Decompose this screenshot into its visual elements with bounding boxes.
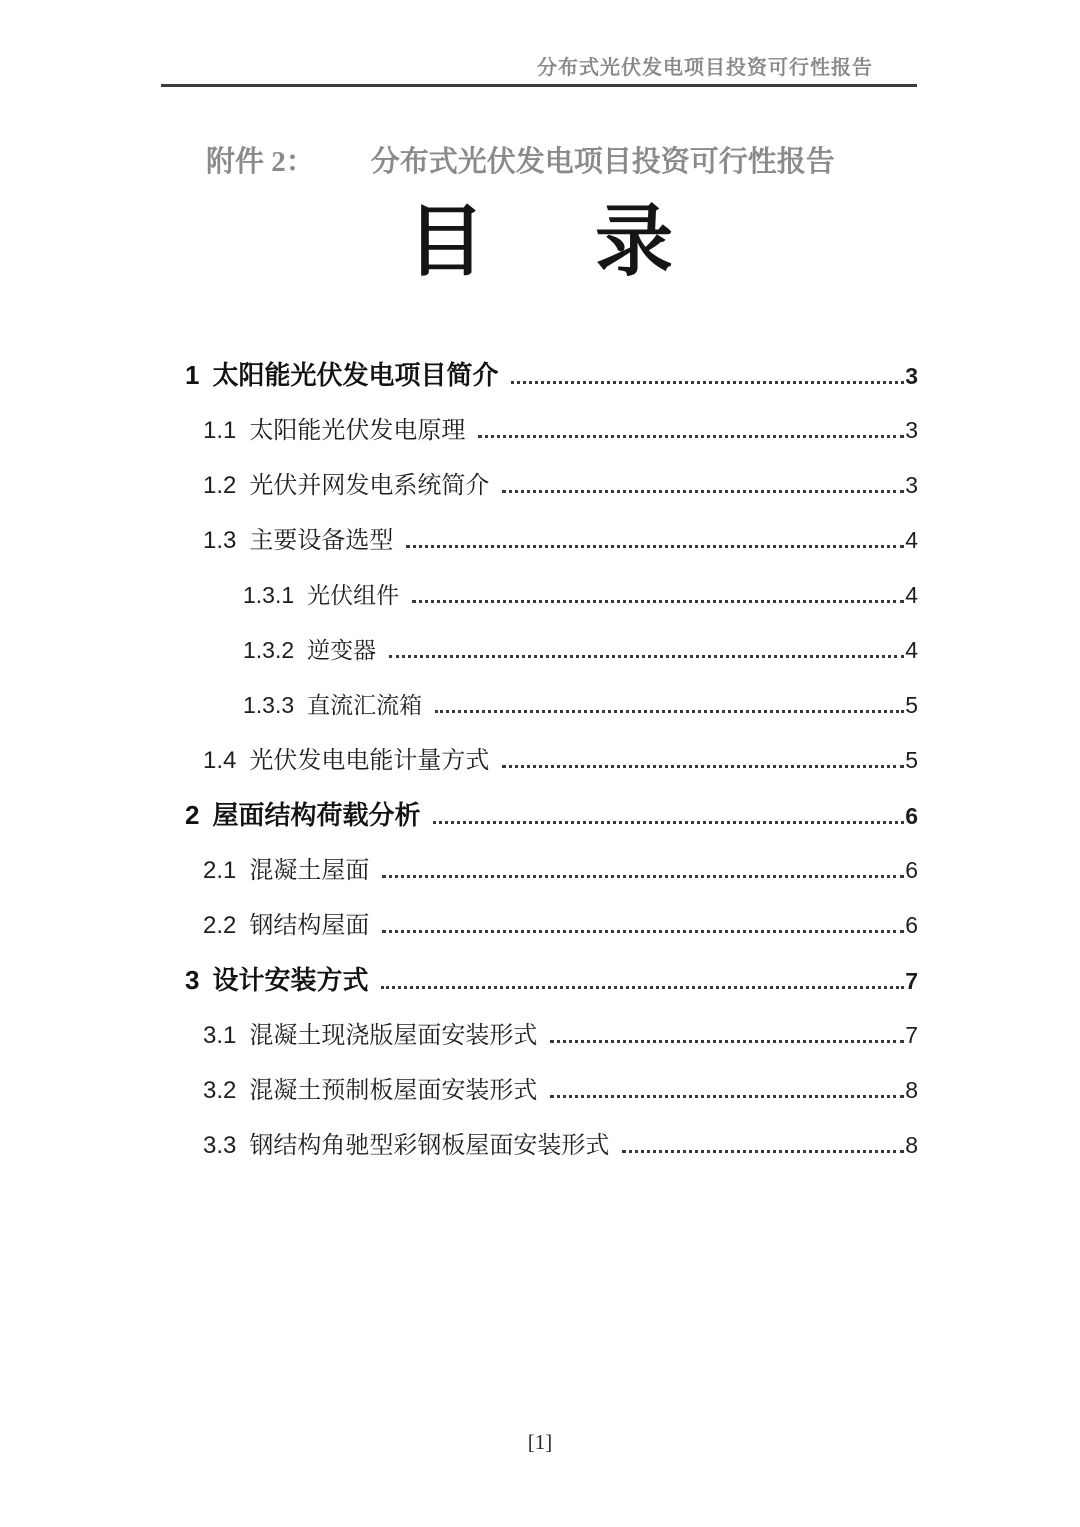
toc-entry-label — [203, 1008, 537, 1063]
toc-entry[interactable] — [160, 568, 918, 623]
page-number: [1] — [527, 1430, 553, 1454]
toc-list — [160, 348, 918, 1173]
toc-entry[interactable] — [160, 678, 918, 733]
page-footer — [0, 1430, 1080, 1455]
toc-leader-dots — [502, 476, 904, 493]
toc-entry-label — [243, 568, 399, 623]
toc-entry-page: 4 — [905, 637, 918, 663]
toc-leader-dots — [478, 421, 904, 438]
toc-entry-number: 1.3.2 — [243, 637, 295, 663]
toc-entry-label — [185, 348, 498, 403]
running-header-title: 分布式光伏发电项目投资可行性报告 — [537, 57, 873, 79]
toc-leader-dots — [622, 1136, 904, 1153]
toc-leader-dots — [435, 696, 904, 713]
toc-entry-label — [203, 1063, 537, 1118]
toc-entry[interactable] — [160, 623, 918, 678]
toc-entry-title: 钢结构屋面 — [249, 912, 370, 939]
header-rule — [161, 84, 917, 87]
toc-entry-number: 3.1 — [203, 1022, 237, 1049]
attachment-heading — [206, 144, 835, 180]
toc-leader-dots — [412, 586, 904, 603]
toc-entry[interactable] — [160, 788, 918, 843]
toc-entry-label — [185, 788, 420, 843]
toc-entry-number: 2.2 — [203, 912, 237, 939]
toc-entry-page: 7 — [905, 1022, 918, 1048]
toc-leader-dots — [550, 1026, 904, 1043]
toc-entry-title: 光伏发电电能计量方式 — [249, 747, 490, 774]
toc-entry-title: 钢结构角驰型彩钢板屋面安装形式 — [249, 1132, 610, 1159]
toc-entry[interactable] — [160, 458, 918, 513]
toc-leader-dots — [511, 367, 904, 384]
toc-entry-number: 3.3 — [203, 1132, 237, 1159]
toc-entry-label — [185, 953, 368, 1008]
toc-entry-label — [243, 623, 376, 678]
toc-entry-page: 6 — [905, 857, 918, 883]
toc-entry-title: 太阳能光伏发电项目简介 — [212, 360, 499, 390]
toc-entry-label — [203, 733, 489, 788]
toc-entry-title: 混凝土屋面 — [249, 857, 370, 884]
toc-entry-title: 混凝土预制板屋面安装形式 — [249, 1077, 538, 1104]
toc-entry-title: 光伏组件 — [307, 582, 400, 608]
toc-entry-label — [203, 1118, 609, 1173]
toc-entry-label — [203, 403, 465, 458]
toc-entry-page: 3 — [905, 417, 918, 443]
toc-entry-label — [203, 458, 489, 513]
toc-entry-page: 3 — [905, 472, 918, 498]
toc-entry-number: 3.2 — [203, 1077, 237, 1104]
toc-entry-title: 主要设备选型 — [249, 527, 394, 554]
toc-entry-label — [243, 678, 422, 733]
toc-entry[interactable] — [160, 1008, 918, 1063]
toc-entry[interactable] — [160, 513, 918, 568]
attachment-title: 分布式光伏发电项目投资可行性报告 — [370, 146, 835, 178]
toc-entry-number: 2 — [185, 800, 200, 830]
toc-title — [0, 197, 1080, 285]
toc-entry[interactable] — [160, 733, 918, 788]
toc-entry-title: 混凝土现浇版屋面安装形式 — [249, 1022, 538, 1049]
toc-entry-title: 直流汇流箱 — [307, 692, 423, 718]
toc-entry-number: 1.1 — [203, 417, 237, 444]
toc-entry-page: 3 — [905, 363, 918, 389]
toc-entry-page: 8 — [905, 1132, 918, 1158]
toc-leader-dots — [382, 861, 904, 878]
toc-entry[interactable] — [160, 898, 918, 953]
toc-entry-number: 1.3.1 — [243, 582, 295, 608]
toc-entry-label — [203, 843, 369, 898]
toc-entry-number: 1.2 — [203, 472, 237, 499]
toc-entry-page: 8 — [905, 1077, 918, 1103]
toc-entry-number: 3 — [185, 965, 200, 995]
toc-entry-number: 1.3.3 — [243, 692, 295, 718]
toc-entry-title: 逆变器 — [307, 637, 377, 663]
toc-entry-title: 太阳能光伏发电原理 — [249, 417, 466, 444]
toc-entry[interactable] — [160, 953, 918, 1008]
toc-entry-page: 4 — [905, 527, 918, 553]
toc-entry[interactable] — [160, 348, 918, 403]
toc-entry-title: 光伏并网发电系统简介 — [249, 472, 490, 499]
toc-entry-number: 1 — [185, 360, 200, 390]
toc-entry-number: 2.1 — [203, 857, 237, 884]
toc-entry-page: 4 — [905, 582, 918, 608]
toc-entry[interactable] — [160, 843, 918, 898]
toc-leader-dots — [433, 807, 904, 824]
toc-leader-dots — [389, 641, 904, 658]
toc-title-char-1: 目 — [406, 197, 485, 285]
toc-leader-dots — [550, 1081, 904, 1098]
toc-entry-page: 6 — [905, 912, 918, 938]
toc-entry-label — [203, 513, 393, 568]
toc-entry-page: 6 — [905, 803, 918, 829]
toc-entry-label — [203, 898, 369, 953]
toc-entry-title: 设计安装方式 — [212, 965, 369, 995]
toc-entry-page: 7 — [905, 968, 918, 994]
toc-entry[interactable] — [160, 1063, 918, 1118]
toc-entry-number: 1.4 — [203, 747, 237, 774]
toc-leader-dots — [502, 751, 904, 768]
toc-entry-page: 5 — [905, 747, 918, 773]
attachment-label: 附件 2： — [206, 146, 315, 178]
toc-entry-number: 1.3 — [203, 527, 237, 554]
toc-entry[interactable] — [160, 403, 918, 458]
toc-entry-title: 屋面结构荷载分析 — [212, 800, 421, 830]
toc-entry-page: 5 — [905, 692, 918, 718]
toc-leader-dots — [381, 972, 904, 989]
toc-leader-dots — [406, 531, 904, 548]
toc-title-char-2: 录 — [595, 197, 674, 285]
toc-leader-dots — [382, 916, 904, 933]
toc-entry[interactable] — [160, 1118, 918, 1173]
